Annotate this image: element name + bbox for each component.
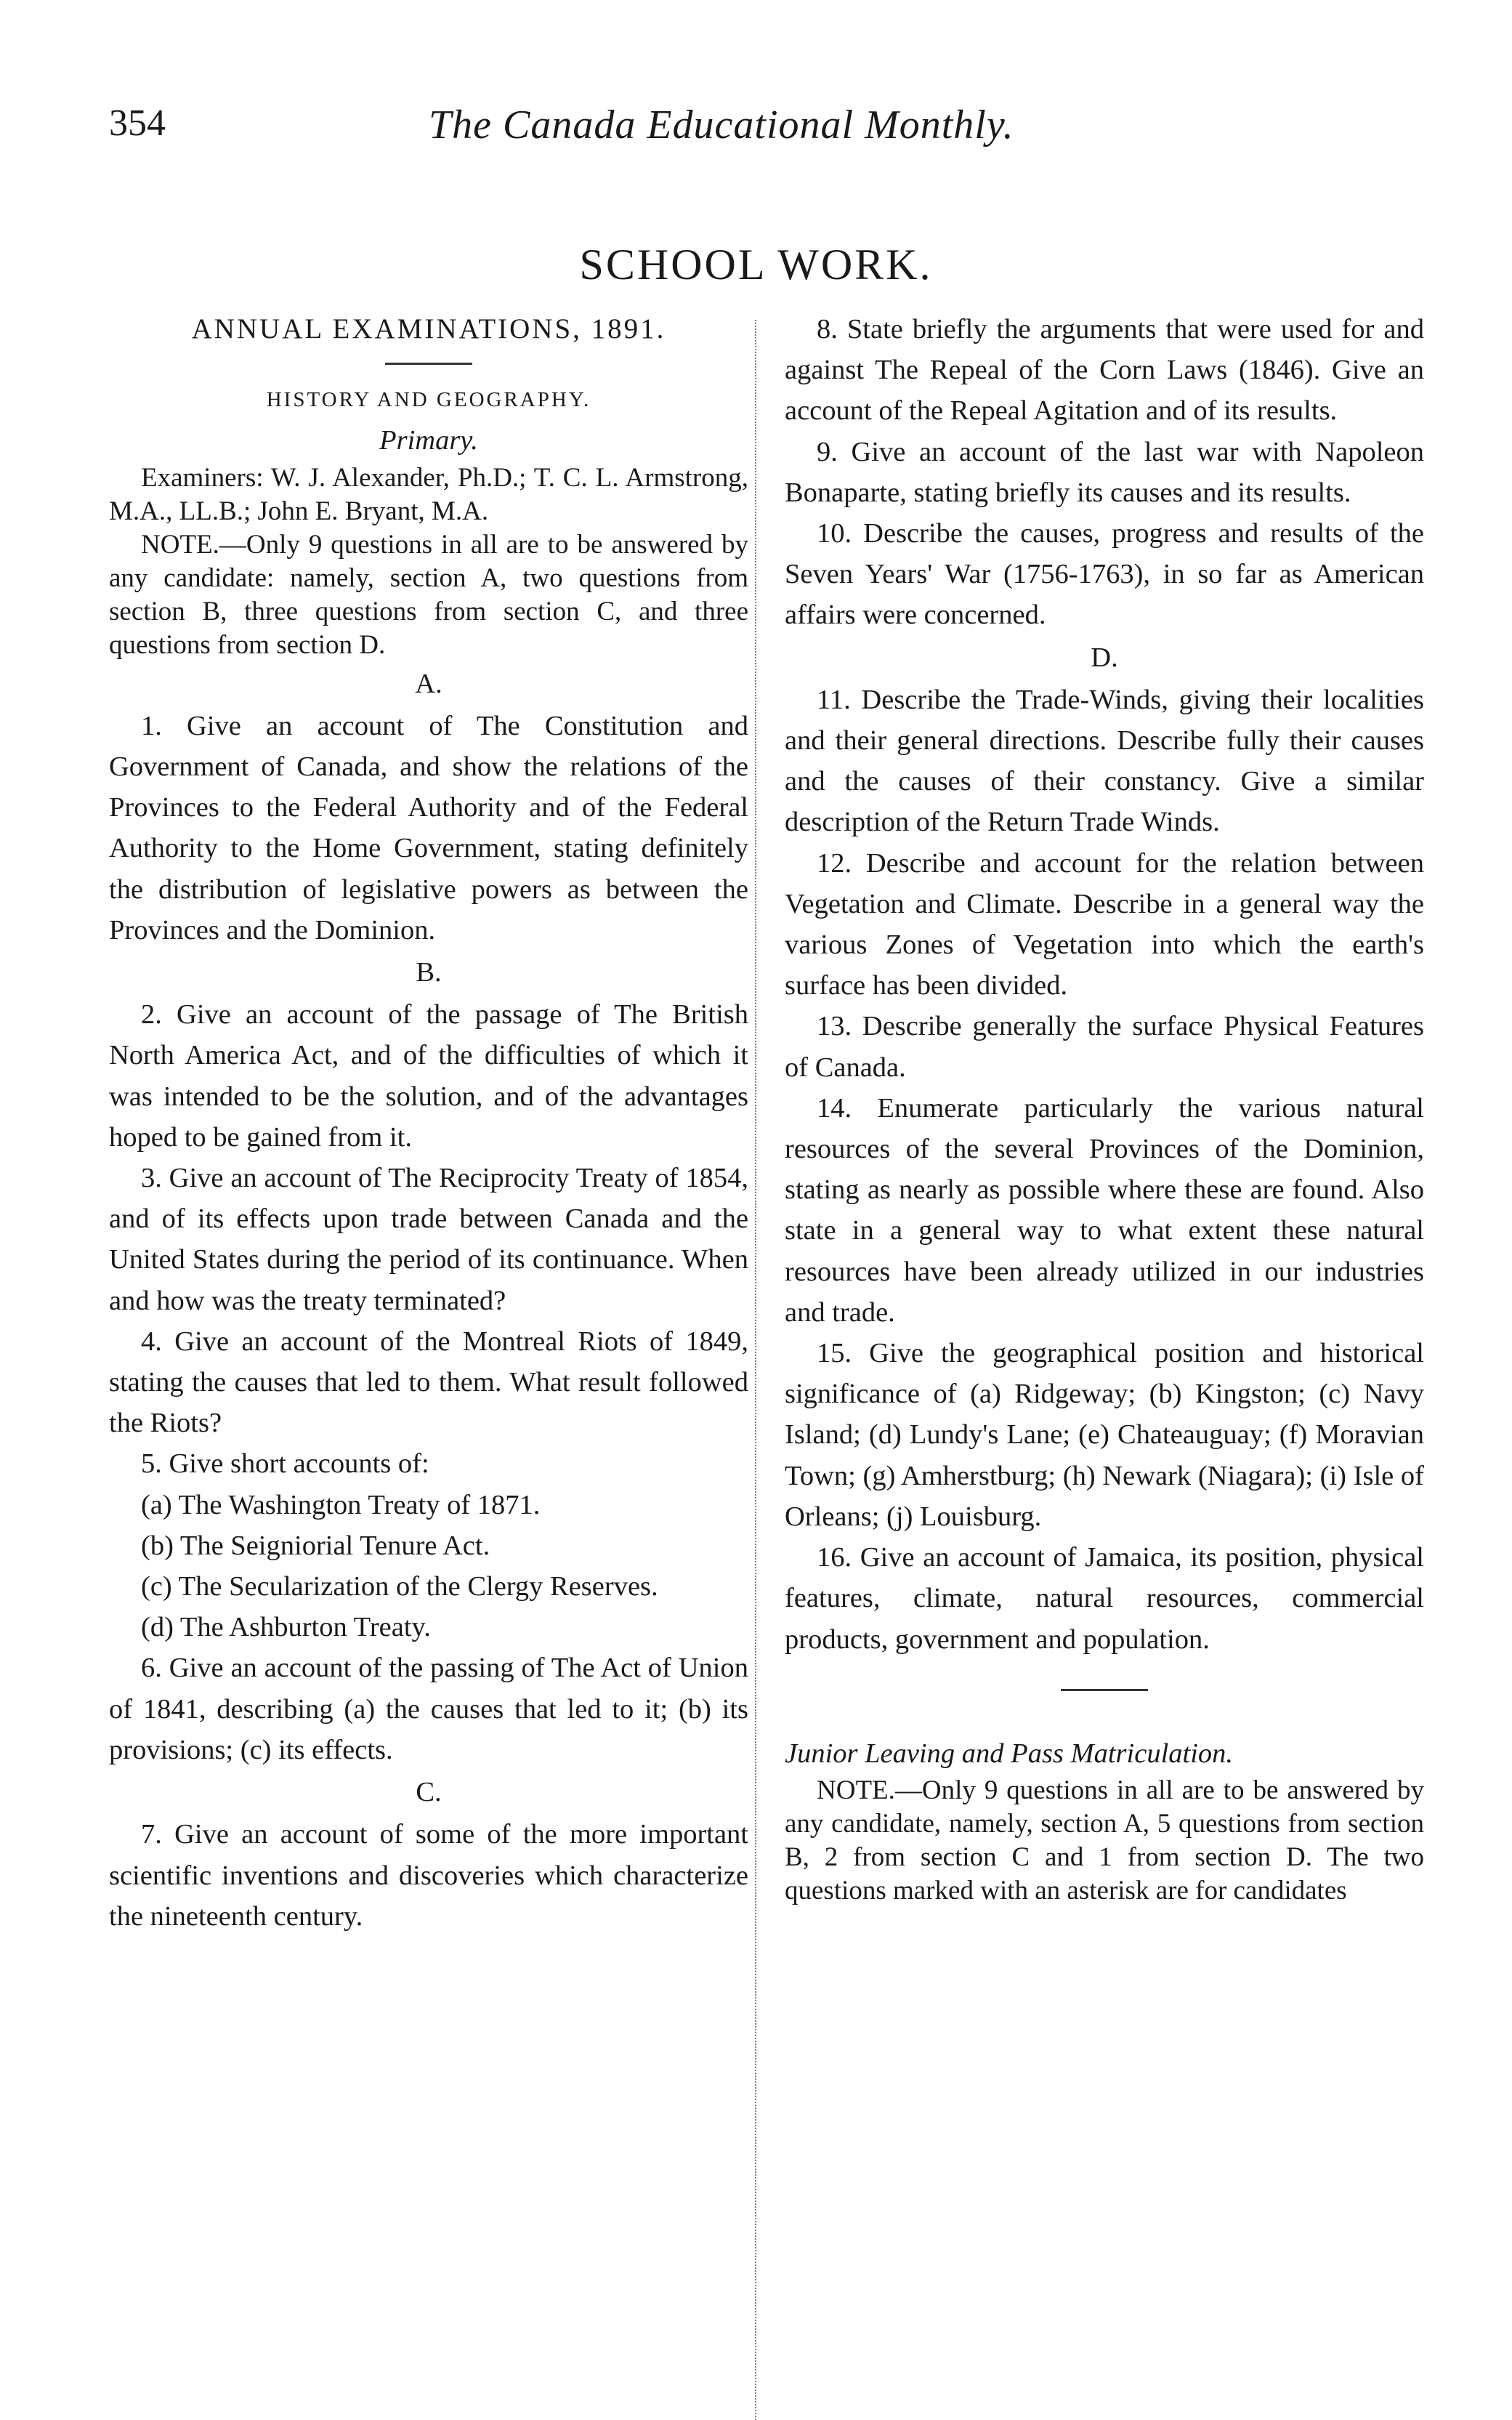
- question-16: 16. Give an account of Jamaica, its position, physical features, climate, natural resources, commercial products, government and population.: [785, 1542, 1424, 1655]
- page-number: 354: [109, 102, 166, 144]
- junior-instructions-note: NOTE.—Only 9 questions in all are to be answered by any candidate, namely, section A, 5 questions from section B, 2 from section C and 1 from section D. The two questions marked with an asterisk are for candidates: [785, 1775, 1424, 1905]
- section-d-heading: D.: [1091, 642, 1118, 673]
- question-11: 11. Describe the Trade-Winds, giving their localities and their general directions. Describe fully their causes and the causes of their constancy. Give a similar description of the Return Trade Winds.: [785, 684, 1424, 838]
- question-5b: (b) The Seigniorial Tenure Act.: [141, 1530, 490, 1561]
- divider-rule: [385, 363, 472, 365]
- question-3: 3. Give an account of The Reciprocity Treaty of 1854, and of its effects upon trade between Canada and the United States during the period of its continuance. When and how was the treaty terminated?: [109, 1163, 748, 1316]
- section-c-heading: C.: [416, 1777, 442, 1808]
- section-separator-rule: [1061, 1689, 1148, 1691]
- instructions-note: NOTE.—Only 9 questions in all are to be answered by any candidate: namely, section A, two questions from section B, three questions from section C, and three questions from section D.: [109, 529, 748, 660]
- question-2: 2. Give an account of the passage of The British North America Act, and of the difficulties of which it was intended to be the solution, and of the advantages hoped to be gained from it.: [109, 999, 748, 1153]
- question-9: 9. Give an account of the last war with Napoleon Bonaparte, stating briefly its causes and its results.: [785, 436, 1424, 508]
- left-column: [109, 309, 748, 1937]
- examiners-line: Examiners: W. J. Alexander, Ph.D.; T. C. L. Armstrong, M.A., LL.B.; John E. Bryant, M.A.: [109, 462, 748, 526]
- question-1: 1. Give an account of The Constitution and Government of Canada, and show the relations of the Provinces to the Federal Authority and of the Federal Authority to the Home Government, stating definitely the distribution of legislative powers as between the Provinces and the Dominion.: [109, 710, 748, 945]
- question-7: 7. Give an account of some of the more important scientific inventions and discoveries which characterize the nineteenth century.: [109, 1819, 748, 1932]
- subject-heading: HISTORY AND GEOGRAPHY.: [266, 388, 591, 412]
- section-b-heading: B.: [416, 957, 442, 988]
- question-15: 15. Give the geographical position and historical significance of (a) Ridgeway; (b) Kingston; (c) Navy Island; (d) Lundy's Lane; (e) Chateauguay; (f) Moravian Town; (g) Amherstburg; (h) Newark (Niagara); (i) Isle of Orleans; (j) Louisburg.: [785, 1338, 1424, 1532]
- question-12: 12. Describe and account for the relation between Vegetation and Climate. Describe in a general way the various Zones of Vegetation into which the earth's surface has been divided.: [785, 847, 1424, 1001]
- question-5a: (a) The Washington Treaty of 1871.: [141, 1489, 541, 1520]
- question-13: 13. Describe generally the surface Physical Features of Canada.: [785, 1011, 1424, 1083]
- question-10: 10. Describe the causes, progress and results of the Seven Years' War (1756-1763), in so far as American affairs were concerned.: [785, 518, 1424, 631]
- question-5c: (c) The Secularization of the Clergy Reserves.: [141, 1571, 658, 1602]
- question-5d: (d) The Ashburton Treaty.: [141, 1612, 431, 1643]
- column-divider: [755, 320, 756, 2420]
- exam-heading: ANNUAL EXAMINATIONS, 1891.: [191, 313, 666, 344]
- question-4: 4. Give an account of the Montreal Riots of 1849, stating the causes that led to them. What result followed the Riots?: [109, 1326, 748, 1439]
- question-5: 5. Give short accounts of:: [141, 1448, 429, 1480]
- section-title: SCHOOL WORK.: [579, 241, 933, 289]
- question-8: 8. State briefly the arguments that were used for and against The Repeal of the Corn Laws (1846). Give an account of the Repeal Agitation and of its results.: [785, 314, 1424, 427]
- running-title: The Canada Educational Monthly.: [429, 102, 1014, 148]
- page-header: [109, 102, 1417, 167]
- question-6: 6. Give an account of the passing of The Act of Union of 1841, describing (a) the causes that led to it; (b) its provisions; (c) its effects.: [109, 1653, 748, 1765]
- right-column: [785, 309, 1424, 1908]
- junior-section-heading: Junior Leaving and Pass Matriculation.: [785, 1738, 1234, 1769]
- level-heading: Primary.: [379, 425, 478, 456]
- question-14: 14. Enumerate particularly the various natural resources of the several Provinces of the Dominion, stating as nearly as possible where these are found. Also state in a general way to what extent these natural resources have been already utilized in our industries and trade.: [785, 1092, 1424, 1328]
- section-a-heading: A.: [415, 668, 442, 699]
